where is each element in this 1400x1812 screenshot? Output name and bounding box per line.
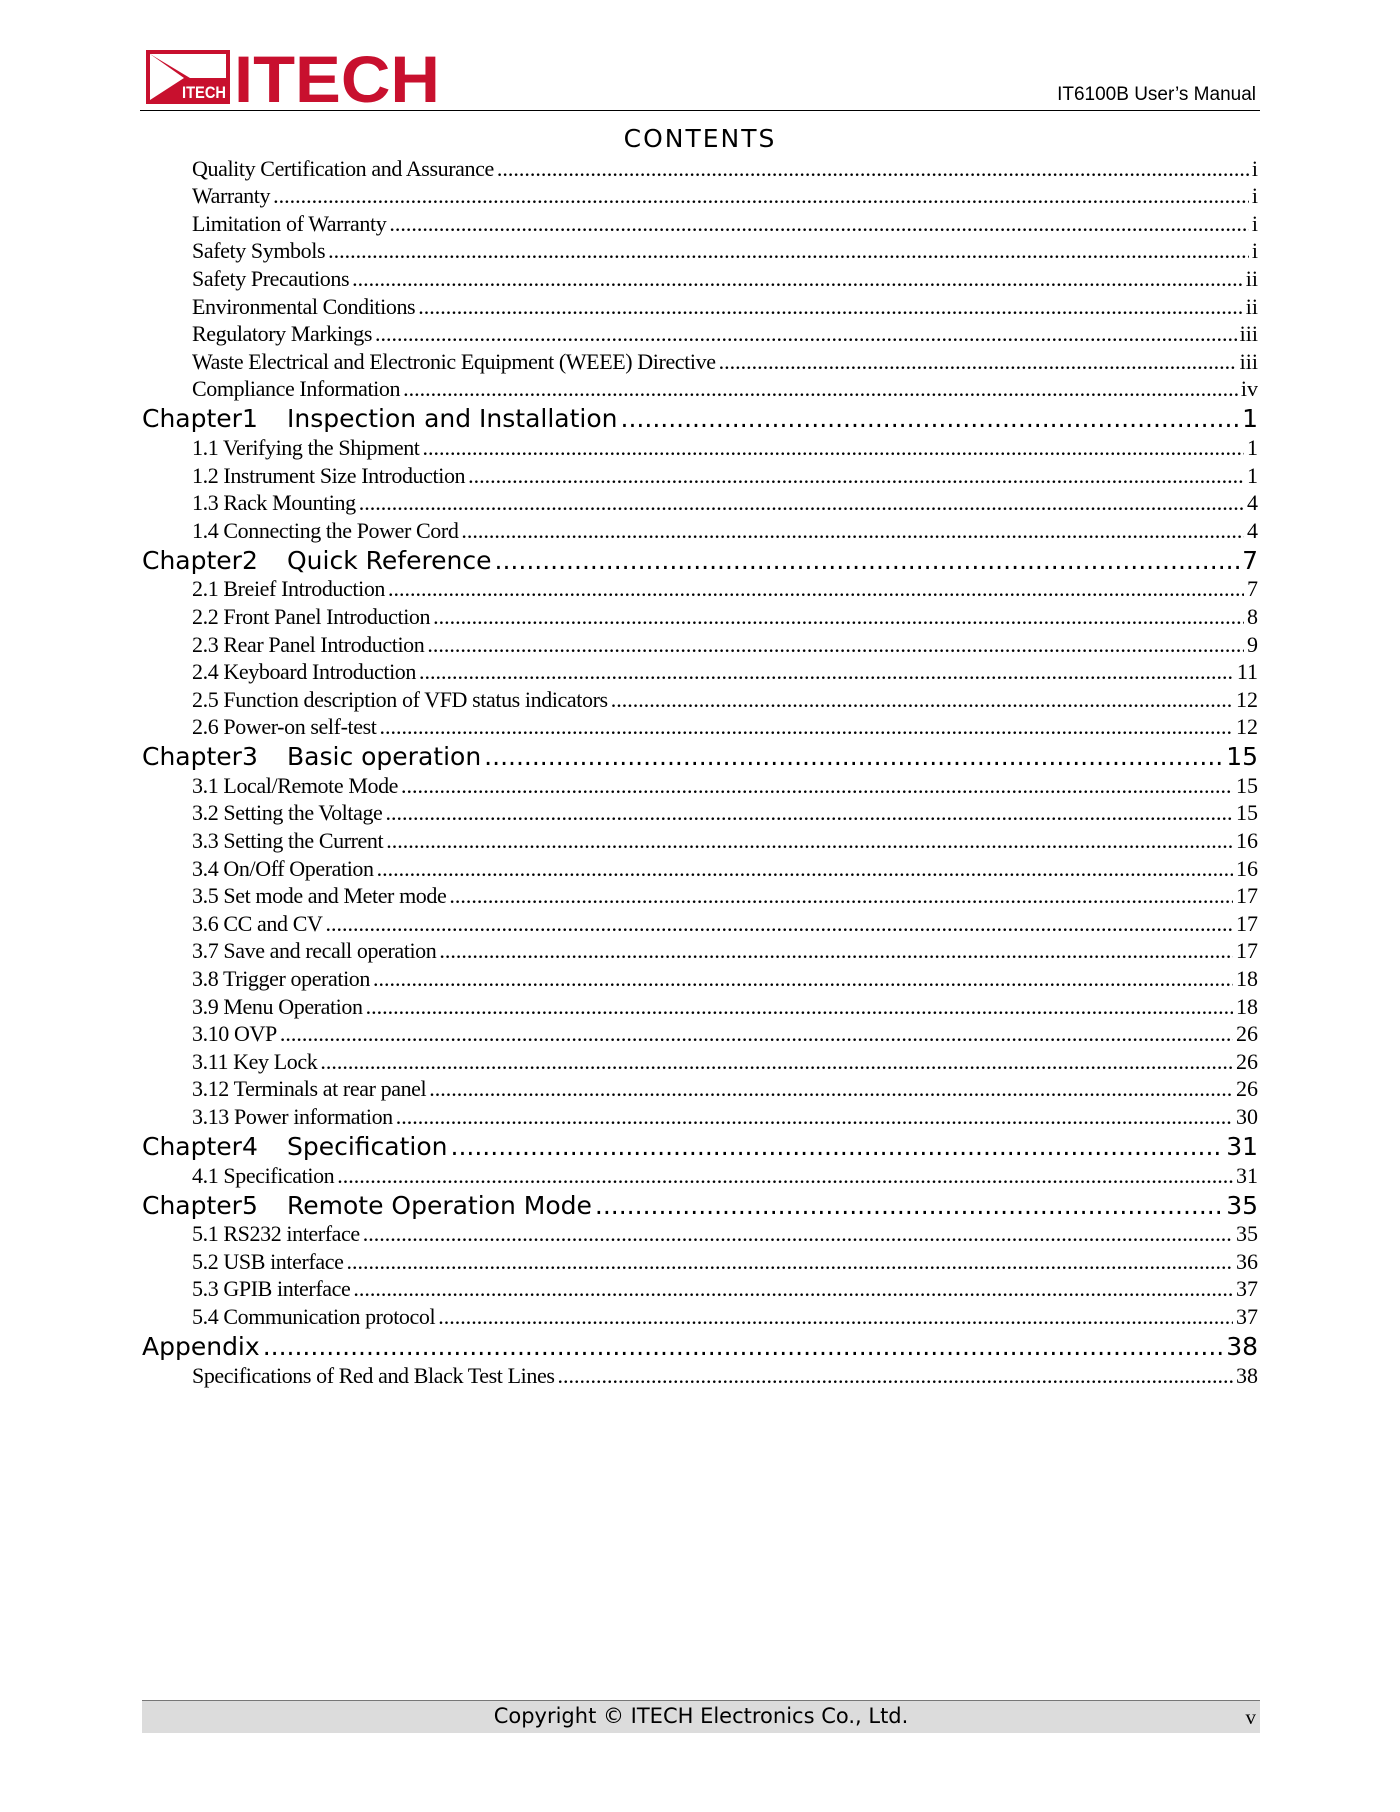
- toc-entry-label: Inspection and Installation: [287, 404, 618, 434]
- toc-chapter-entry[interactable]: [142, 402, 1258, 433]
- toc-page-number: i: [1251, 210, 1258, 236]
- page-footer: [142, 1700, 1260, 1733]
- toc-entry[interactable]: [142, 882, 1258, 910]
- toc-entry-label: 5.3 GPIB interface: [192, 1276, 351, 1302]
- toc-entry-label: Specification: [287, 1132, 448, 1161]
- toc-entry-title: [192, 349, 716, 375]
- toc-entry-title: [192, 435, 420, 461]
- toc-entry[interactable]: [142, 1102, 1258, 1130]
- toc-entry-title: [192, 1221, 360, 1247]
- toc-entry-title: [192, 1163, 334, 1189]
- toc-page-number: iii: [1239, 348, 1258, 374]
- toc-page-number: 8: [1247, 603, 1258, 629]
- toc-entry-label: Safety Precautions: [192, 265, 350, 291]
- dot-leader: [427, 632, 1244, 658]
- dot-leader: [449, 883, 1233, 909]
- toc-page-number: 38: [1226, 1331, 1258, 1361]
- toc-page-number: 1: [1247, 462, 1258, 488]
- toc-entry-label: 4.1 Specification: [192, 1162, 335, 1188]
- toc-chapter-entry[interactable]: [142, 1330, 1258, 1361]
- toc-entry-title: [192, 490, 356, 516]
- toc-entry-title: [192, 576, 385, 602]
- toc-entry[interactable]: [142, 347, 1258, 375]
- dot-leader: [325, 911, 1233, 937]
- dot-leader: [352, 266, 1243, 292]
- toc-entry-title: [192, 376, 400, 402]
- dot-leader: [418, 294, 1243, 320]
- toc-entry[interactable]: [142, 1302, 1258, 1330]
- toc-entry[interactable]: [142, 433, 1258, 461]
- toc-page-number: 26: [1236, 1021, 1258, 1047]
- toc-entry-label: Limitation of Warranty: [192, 210, 387, 236]
- toc-entry-label: 1.4 Connecting the Power Cord: [192, 517, 459, 543]
- toc-chapter-entry[interactable]: [142, 1189, 1258, 1220]
- toc-entry-title: [192, 183, 270, 209]
- toc-entry[interactable]: [142, 937, 1258, 965]
- toc-entry-title: [192, 1304, 435, 1330]
- dot-leader: [439, 938, 1233, 964]
- dot-leader: [429, 1076, 1233, 1102]
- toc-page-number: 1: [1247, 434, 1258, 460]
- dot-leader: [363, 1221, 1233, 1247]
- toc-entry-label: Quality Certification and Assurance: [192, 155, 494, 181]
- toc-entry-title: [142, 1332, 260, 1361]
- toc-entry-label: Regulatory Markings: [192, 321, 372, 347]
- toc-entry[interactable]: [142, 375, 1258, 403]
- toc-page-number: i: [1251, 155, 1258, 181]
- toc-entry-title: [192, 828, 383, 854]
- toc-page-number: 7: [1242, 545, 1258, 575]
- toc-entry-title: [192, 1049, 317, 1075]
- dot-leader: [328, 238, 1249, 264]
- toc-entry-label: Specifications of Red and Black Test Lines: [192, 1362, 555, 1388]
- toc-page-number: 37: [1236, 1276, 1258, 1302]
- dot-leader: [423, 435, 1244, 461]
- toc-entry-title: [192, 321, 372, 347]
- toc-entry[interactable]: [142, 992, 1258, 1020]
- toc-entry[interactable]: [142, 1047, 1258, 1075]
- dot-leader: [280, 1021, 1233, 1047]
- toc-entry-title: [192, 604, 430, 630]
- toc-entry-title: [142, 1191, 592, 1220]
- toc-chapter-entry[interactable]: [142, 1130, 1258, 1161]
- toc-entry-title: [192, 883, 446, 909]
- toc-page-number: 35: [1226, 1190, 1258, 1220]
- toc-entry-label: Compliance Information: [192, 376, 401, 402]
- toc-entry[interactable]: [142, 292, 1258, 320]
- dot-leader: [386, 828, 1233, 854]
- dot-leader: [468, 463, 1244, 489]
- toc-page-number: ii: [1245, 293, 1258, 319]
- toc-entry[interactable]: [142, 1161, 1258, 1189]
- toc-entry[interactable]: [142, 237, 1258, 265]
- toc-entry-title: [192, 714, 376, 740]
- toc-entry[interactable]: [142, 909, 1258, 937]
- toc-page-number: 9: [1247, 631, 1258, 657]
- toc-entry-label: 3.7 Save and recall operation: [192, 938, 437, 964]
- toc-page-number: 36: [1236, 1248, 1258, 1274]
- toc-entry-title: [192, 938, 436, 964]
- dot-leader: [385, 800, 1233, 826]
- toc-entry-label: 3.9 Menu Operation: [192, 993, 363, 1019]
- toc-chapter-entry[interactable]: [142, 740, 1258, 771]
- toc-entry[interactable]: [142, 1361, 1258, 1389]
- toc-entry-title: [192, 266, 349, 292]
- toc-entry-title: [142, 404, 618, 433]
- dot-leader: [719, 349, 1237, 375]
- toc-entry-label: Appendix: [142, 1331, 260, 1361]
- toc-entry-title: [192, 1249, 343, 1275]
- toc-entry[interactable]: [142, 1220, 1258, 1248]
- toc-page-number: 15: [1236, 800, 1258, 826]
- toc-entry-title: [192, 659, 416, 685]
- toc-entry-label: Environmental Conditions: [192, 293, 416, 319]
- toc-page-number: 31: [1226, 1132, 1258, 1161]
- toc-chapter-number: Chapter5: [142, 1190, 258, 1220]
- dot-leader: [461, 518, 1244, 544]
- toc-page-number: i: [1251, 238, 1258, 264]
- toc-entry-label: Warranty: [192, 183, 271, 209]
- toc-entry[interactable]: [142, 658, 1258, 686]
- dot-leader: [611, 687, 1233, 713]
- toc-entry-title: [192, 211, 386, 237]
- toc-page-number: 7: [1247, 576, 1258, 602]
- toc-entry-label: 3.13 Power information: [192, 1104, 393, 1129]
- toc-entry-label: 3.3 Setting the Current: [192, 828, 384, 854]
- toc-entry-label: 2.6 Power-on self-test: [192, 714, 377, 740]
- toc-page-number: i: [1251, 183, 1258, 209]
- toc-entry[interactable]: [142, 854, 1258, 882]
- toc-page-number: 4: [1247, 490, 1258, 516]
- toc-entry-label: 3.11 Key Lock: [192, 1048, 318, 1074]
- dot-leader: [375, 321, 1237, 347]
- toc-chapter-number: Chapter2: [142, 545, 258, 575]
- dot-leader: [595, 1191, 1223, 1220]
- dot-leader: [401, 773, 1233, 799]
- toc-entry[interactable]: [142, 1020, 1258, 1048]
- toc-entry[interactable]: [142, 826, 1258, 854]
- toc-entry[interactable]: [142, 602, 1258, 630]
- toc-entry-title: [192, 773, 398, 799]
- toc-entry-title: [142, 1132, 448, 1161]
- toc-entry-title: [192, 1363, 555, 1389]
- toc-page-number: 26: [1236, 1048, 1258, 1074]
- toc-page-number: 18: [1236, 993, 1258, 1019]
- toc-entry[interactable]: [142, 713, 1258, 741]
- toc-entry[interactable]: [142, 1247, 1258, 1275]
- toc-entry[interactable]: [142, 575, 1258, 603]
- toc-entry-label: Waste Electrical and Electronic Equipment (WEEE) Directive: [192, 348, 716, 374]
- toc-page-number: 16: [1236, 855, 1258, 881]
- toc-entry-title: [192, 856, 374, 882]
- toc-entry-title: [192, 1021, 277, 1047]
- toc-page-number: 30: [1236, 1104, 1258, 1129]
- dot-leader: [438, 1304, 1233, 1330]
- toc-page-number: 15: [1236, 772, 1258, 798]
- toc-entry-label: 2.1 Breief Introduction: [192, 576, 386, 602]
- dot-leader: [353, 1276, 1233, 1302]
- logo-small-text: ITECH: [182, 83, 226, 102]
- dot-leader: [403, 376, 1238, 402]
- dot-leader: [558, 1363, 1234, 1389]
- toc-entry-title: [192, 518, 458, 544]
- toc-entry[interactable]: [142, 1275, 1258, 1303]
- toc-page-number: 12: [1236, 686, 1258, 712]
- table-of-contents: [142, 154, 1258, 1389]
- toc-entry-title: [192, 911, 322, 937]
- dot-leader: [419, 659, 1234, 685]
- dot-leader: [433, 604, 1244, 630]
- toc-entry-label: 2.2 Front Panel Introduction: [192, 603, 431, 629]
- dot-leader: [379, 714, 1233, 740]
- toc-entry-label: 1.1 Verifying the Shipment: [192, 434, 420, 460]
- toc-entry-title: [192, 800, 382, 826]
- toc-entry-label: 5.1 RS232 interface: [192, 1221, 360, 1247]
- dot-leader: [359, 490, 1244, 516]
- toc-entry-title: [142, 742, 481, 771]
- itech-logo: [146, 48, 446, 106]
- toc-entry-title: [192, 156, 494, 182]
- toc-entry-label: 3.6 CC and CV: [192, 910, 323, 936]
- toc-chapter-number: Chapter1: [142, 404, 258, 434]
- toc-entry-label: 2.5 Function description of VFD status indicators: [192, 686, 608, 712]
- toc-entry-title: [192, 238, 325, 264]
- dot-leader: [377, 856, 1233, 882]
- toc-entry-label: 3.12 Terminals at rear panel: [192, 1076, 427, 1102]
- toc-page-number: 12: [1236, 714, 1258, 740]
- toc-page-number: 18: [1236, 966, 1258, 992]
- dot-leader: [320, 1049, 1233, 1075]
- toc-entry-label: 3.5 Set mode and Meter mode: [192, 883, 447, 909]
- toc-page-number: 16: [1236, 828, 1258, 854]
- toc-entry-label: 2.3 Rear Panel Introduction: [192, 631, 425, 657]
- toc-page-number: 26: [1236, 1076, 1258, 1102]
- toc-entry-label: 5.2 USB interface: [192, 1248, 344, 1274]
- toc-page-number: 4: [1247, 517, 1258, 543]
- toc-page-number: iv: [1240, 376, 1258, 402]
- toc-page-number: 17: [1236, 883, 1258, 909]
- toc-entry[interactable]: [142, 182, 1258, 210]
- toc-entry[interactable]: [142, 799, 1258, 827]
- toc-page-number: iii: [1239, 321, 1258, 347]
- toc-entry-title: [142, 546, 492, 575]
- toc-entry-title: [192, 463, 465, 489]
- toc-entry-label: 1.3 Rack Mounting: [192, 490, 356, 516]
- toc-entry-title: [192, 294, 415, 320]
- toc-page-number: ii: [1245, 265, 1258, 291]
- toc-entry-label: 3.1 Local/Remote Mode: [192, 772, 399, 798]
- dot-leader: [497, 156, 1249, 182]
- toc-entry[interactable]: [142, 461, 1258, 489]
- toc-entry[interactable]: [142, 771, 1258, 799]
- dot-leader: [373, 966, 1233, 992]
- toc-entry-label: 5.4 Communication protocol: [192, 1303, 436, 1329]
- toc-entry[interactable]: [142, 630, 1258, 658]
- toc-entry[interactable]: [142, 1075, 1258, 1103]
- page-header: [140, 46, 1260, 111]
- toc-page-number: 31: [1236, 1162, 1258, 1188]
- toc-entry-label: 3.10 OVP: [192, 1021, 277, 1047]
- toc-entry-label: 2.4 Keyboard Introduction: [192, 659, 416, 685]
- copyright-text: Copyright © ITECH Electronics Co., Ltd.: [493, 1704, 909, 1728]
- page-number: v: [1245, 1705, 1256, 1729]
- toc-page-number: 15: [1226, 742, 1258, 772]
- toc-page-number: 38: [1236, 1362, 1258, 1388]
- dot-leader: [346, 1249, 1233, 1275]
- dot-leader: [263, 1332, 1224, 1361]
- toc-page-number: 17: [1236, 910, 1258, 936]
- toc-entry[interactable]: [142, 516, 1258, 544]
- contents-heading: CONTENTS: [623, 124, 777, 153]
- dot-leader: [273, 183, 1249, 209]
- toc-entry[interactable]: [142, 685, 1258, 713]
- dot-leader: [337, 1163, 1233, 1189]
- toc-entry-title: [192, 632, 424, 658]
- toc-entry[interactable]: [142, 964, 1258, 992]
- dot-leader: [495, 546, 1240, 575]
- toc-entry-title: [192, 966, 370, 992]
- toc-entry-label: 3.8 Trigger operation: [192, 966, 370, 992]
- toc-entry-title: [192, 994, 363, 1020]
- toc-entry-label: Safety Symbols: [192, 238, 326, 264]
- toc-page-number: 11: [1236, 659, 1258, 685]
- toc-entry[interactable]: [142, 209, 1258, 237]
- toc-page-number: 37: [1236, 1303, 1258, 1329]
- dot-leader: [389, 211, 1249, 237]
- toc-entry-title: [192, 1076, 426, 1102]
- toc-chapter-number: Chapter4: [142, 1132, 258, 1161]
- dot-leader: [396, 1104, 1233, 1130]
- toc-chapter-entry[interactable]: [142, 544, 1258, 575]
- toc-entry[interactable]: [142, 154, 1258, 182]
- toc-entry-title: [192, 1104, 393, 1130]
- dot-leader: [366, 994, 1233, 1020]
- toc-page-number: 1: [1242, 404, 1258, 434]
- logo-text: ITECH: [234, 48, 440, 106]
- toc-entry-title: [192, 687, 608, 713]
- toc-entry[interactable]: [142, 320, 1258, 348]
- toc-entry-label: 1.2 Instrument Size Introduction: [192, 462, 466, 488]
- document-title: IT6100B User’s Manual: [1057, 84, 1256, 105]
- dot-leader: [621, 404, 1240, 433]
- toc-entry[interactable]: [142, 264, 1258, 292]
- toc-entry-label: Basic operation: [287, 742, 482, 772]
- toc-entry-label: 3.4 On/Off Operation: [192, 855, 374, 881]
- toc-chapter-number: Chapter3: [142, 742, 258, 772]
- toc-entry-title: [192, 1276, 350, 1302]
- dot-leader: [484, 742, 1223, 771]
- toc-entry-label: Quick Reference: [287, 545, 492, 575]
- toc-page-number: 35: [1236, 1221, 1258, 1247]
- dot-leader: [388, 576, 1244, 602]
- toc-entry-label: 3.2 Setting the Voltage: [192, 800, 383, 826]
- toc-page-number: 17: [1236, 938, 1258, 964]
- dot-leader: [451, 1132, 1224, 1161]
- toc-entry[interactable]: [142, 489, 1258, 517]
- toc-entry-label: Remote Operation Mode: [287, 1190, 592, 1220]
